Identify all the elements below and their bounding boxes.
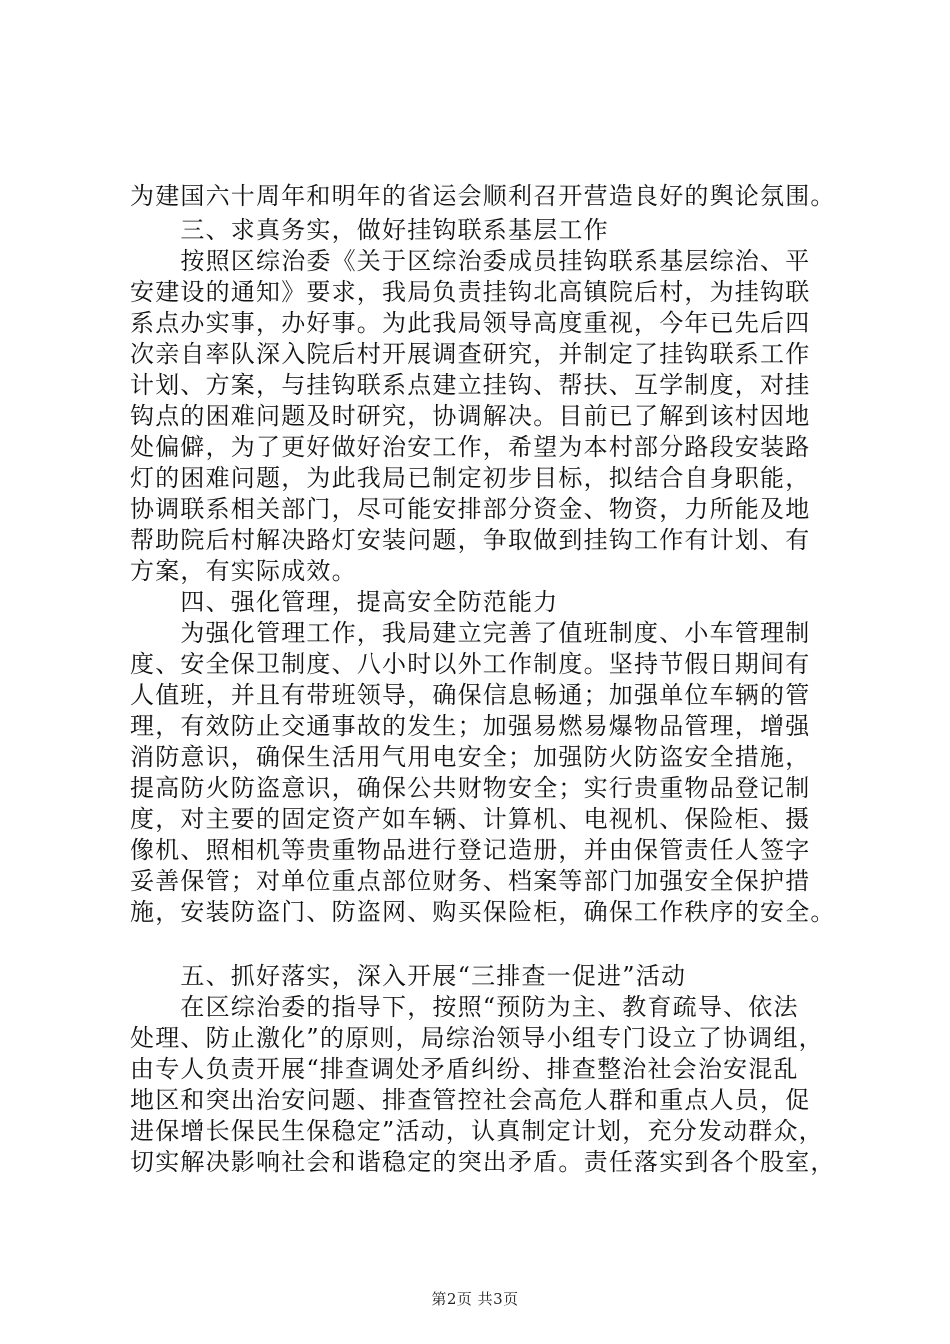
section-heading: 四、强化管理，提高安全防范能力 [130,588,559,616]
section-heading: 三、求真务实，做好挂钩联系基层工作 [130,216,609,244]
text-line: 协调联系相关部门，尽可能安排部分资金、物资，力所能及地 [130,495,811,523]
text-line: 理，有效防止交通事故的发生；加强易燃易爆物品管理，增强 [130,712,811,740]
section-heading: 五、抓好落实，深入开展“三排查一促进”活动 [130,962,687,990]
text-line: 钩点的困难问题及时研究，协调解决。目前已了解到该村因地 [130,402,811,430]
page-number-label: 第2页 共3页 [431,1290,519,1308]
text-line: 帮助院后村解决路灯安装问题，争取做到挂钩工作有计划、有 [130,526,811,554]
text-line: 人值班，并且有带班领导，确保信息畅通；加强单位车辆的管 [130,681,811,709]
text-line: 地区和突出治安问题、排查管控社会高危人群和重点人员，促 [130,1086,811,1114]
text-line: 由专人负责开展“排查调处矛盾纠纷、排查整治社会治安混乱 [130,1055,799,1083]
text-line: 处理、防止激化”的原则，局综治领导小组专门设立了协调组， [130,1024,824,1052]
text-line: 妥善保管；对单位重点部位财务、档案等部门加强安全保护措 [130,867,811,895]
text-line: 施，安装防盗门、防盗网、购买保险柜，确保工作秩序的安全。 [130,898,836,926]
text-line: 处偏僻，为了更好做好治安工作，希望为本村部分路段安装路 [130,433,811,461]
text-line: 提高防火防盗意识，确保公共财物安全；实行贵重物品登记制 [130,774,811,802]
text-line: 切实解决影响社会和谐稳定的突出矛盾。责任落实到各个股室， [130,1148,836,1176]
text-line: 度，对主要的固定资产如车辆、计算机、电视机、保险柜、摄 [130,805,811,833]
text-line: 计划、方案，与挂钩联系点建立挂钩、帮扶、互学制度，对挂 [130,371,811,399]
text-line: 消防意识，确保生活用气用电安全；加强防火防盗安全措施， [130,743,811,771]
page-footer [0,1288,950,1309]
section-three [130,215,860,587]
text-line: 为建国六十周年和明年的省运会顺利召开营造良好的舆论氛围。 [130,182,836,210]
text-line: 像机、照相机等贵重物品进行登记造册，并由保管责任人签字 [130,836,811,864]
text-line: 安建设的通知》要求，我局负责挂钩北高镇院后村，为挂钩联 [130,278,811,306]
text-line: 灯的困难问题，为此我局已制定初步目标，拟结合自身职能， [130,464,811,492]
text-line: 方案，有实际成效。 [130,557,357,585]
text-line: 按照区综治委《关于区综治委成员挂钩联系基层综治、平 [130,247,811,275]
text-line: 为强化管理工作，我局建立完善了值班制度、小车管理制 [130,619,811,647]
section-four [130,587,860,928]
text-line: 度、安全保卫制度、八小时以外工作制度。坚持节假日期间有 [130,650,811,678]
text-block-continuation [130,181,860,212]
text-line: 进保增长保民生保稳定”活动，认真制定计划，充分发动群众， [130,1117,824,1145]
section-five [130,961,860,1178]
text-line: 在区综治委的指导下，按照“预防为主、教育疏导、依法 [130,993,799,1021]
text-line: 系点办实事，办好事。为此我局领导高度重视，今年已先后四 [130,309,811,337]
text-line: 次亲自率队深入院后村开展调查研究，并制定了挂钩联系工作 [130,340,811,368]
